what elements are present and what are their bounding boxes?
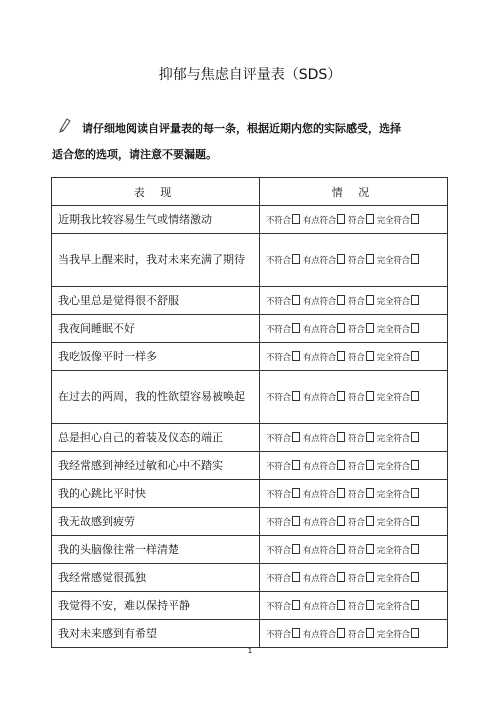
option-label: 有点符合	[302, 629, 337, 640]
table-row	[52, 564, 448, 592]
page-number: 1	[247, 647, 253, 655]
table-row	[52, 508, 448, 536]
instructions	[52, 116, 452, 168]
option-checkbox[interactable]	[337, 254, 345, 264]
item-text: 我经常感觉很孤独	[52, 564, 260, 592]
option-label: 有点符合	[302, 573, 337, 584]
item-text: 我觉得不安，难以保持平静	[52, 592, 260, 620]
option-checkbox[interactable]	[366, 488, 374, 498]
option-checkbox[interactable]	[366, 600, 374, 610]
option-label: 有点符合	[302, 215, 337, 226]
option-label: 符合	[348, 296, 365, 307]
option-label: 不符合	[266, 324, 291, 335]
option-checkbox[interactable]	[411, 516, 419, 526]
option-label: 不符合	[266, 545, 291, 556]
option-label: 不符合	[266, 489, 291, 500]
option-label: 不符合	[266, 433, 291, 444]
answer-options	[260, 424, 448, 452]
item-text: 当我早上醒来时，我对未来充满了期待	[52, 234, 260, 287]
item-text: 近期我比较容易生气或情绪激动	[52, 206, 260, 234]
option-label: 符合	[348, 215, 365, 226]
option-checkbox[interactable]	[292, 460, 300, 470]
option-checkbox[interactable]	[292, 391, 300, 401]
header-situation: 情 况	[260, 178, 448, 206]
answer-options	[260, 564, 448, 592]
option-label: 符合	[348, 517, 365, 528]
option-checkbox[interactable]	[292, 254, 300, 264]
option-checkbox[interactable]	[411, 544, 419, 554]
table-row	[52, 206, 448, 234]
option-label: 完全符合	[376, 324, 410, 335]
option-checkbox[interactable]	[292, 295, 300, 305]
option-checkbox[interactable]	[292, 544, 300, 554]
option-label: 有点符合	[302, 489, 337, 500]
answer-options	[260, 287, 448, 315]
table-row	[52, 343, 448, 371]
option-label: 有点符合	[302, 296, 337, 307]
option-checkbox[interactable]	[366, 351, 374, 361]
option-checkbox[interactable]	[337, 391, 345, 401]
option-checkbox[interactable]	[411, 295, 419, 305]
option-label: 符合	[348, 489, 365, 500]
table-row	[52, 287, 448, 315]
option-label: 符合	[348, 573, 365, 584]
table-row	[52, 371, 448, 424]
option-checkbox[interactable]	[337, 488, 345, 498]
option-checkbox[interactable]	[411, 254, 419, 264]
option-label: 有点符合	[302, 517, 337, 528]
table-row	[52, 536, 448, 564]
option-label: 符合	[348, 545, 365, 556]
option-checkbox[interactable]	[337, 214, 345, 224]
item-text: 我吃饭像平时一样多	[52, 343, 260, 371]
item-text: 我的心跳比平时快	[52, 480, 260, 508]
page-title: 抑郁与焦虑自评量表（SDS）	[158, 67, 342, 83]
answer-options	[260, 371, 448, 424]
option-label: 完全符合	[376, 545, 410, 556]
option-checkbox[interactable]	[366, 432, 374, 442]
answer-options	[260, 620, 448, 648]
option-checkbox[interactable]	[411, 572, 419, 582]
option-checkbox[interactable]	[337, 544, 345, 554]
option-checkbox[interactable]	[411, 351, 419, 361]
option-checkbox[interactable]	[292, 628, 300, 638]
answer-options	[260, 343, 448, 371]
option-label: 完全符合	[376, 517, 410, 528]
option-label: 符合	[348, 601, 365, 612]
table-row	[52, 315, 448, 343]
option-checkbox[interactable]	[411, 460, 419, 470]
option-label: 完全符合	[376, 393, 410, 403]
option-checkbox[interactable]	[366, 460, 374, 470]
option-checkbox[interactable]	[337, 351, 345, 361]
table-row	[52, 620, 448, 648]
option-checkbox[interactable]	[292, 488, 300, 498]
option-label: 有点符合	[302, 393, 337, 403]
item-text: 我心里总是觉得很不舒服	[52, 287, 260, 315]
table-row	[52, 234, 448, 287]
option-label: 符合	[348, 629, 365, 640]
option-label: 完全符合	[376, 573, 410, 584]
option-checkbox[interactable]	[411, 323, 419, 333]
option-label: 完全符合	[376, 489, 410, 500]
option-label: 有点符合	[302, 545, 337, 556]
option-label: 不符合	[266, 601, 291, 612]
option-checkbox[interactable]	[366, 391, 374, 401]
option-label: 有点符合	[302, 433, 337, 444]
option-label: 符合	[348, 393, 365, 403]
option-label: 完全符合	[376, 461, 410, 472]
instruction-line-1: 请仔细地阅读自评量表的每一条，根据近期内您的实际感受，选择	[82, 122, 401, 135]
answer-options	[260, 508, 448, 536]
option-checkbox[interactable]	[337, 295, 345, 305]
option-checkbox[interactable]	[366, 544, 374, 554]
option-checkbox[interactable]	[411, 488, 419, 498]
item-text: 我夜间睡眠不好	[52, 315, 260, 343]
option-label: 有点符合	[302, 601, 337, 612]
option-checkbox[interactable]	[411, 628, 419, 638]
option-checkbox[interactable]	[292, 572, 300, 582]
option-checkbox[interactable]	[337, 600, 345, 610]
option-label: 完全符合	[376, 352, 410, 363]
option-checkbox[interactable]	[366, 254, 374, 264]
option-checkbox[interactable]	[292, 323, 300, 333]
option-checkbox[interactable]	[337, 516, 345, 526]
option-checkbox[interactable]	[366, 323, 374, 333]
option-label: 符合	[348, 324, 365, 335]
option-label: 不符合	[266, 629, 291, 640]
option-checkbox[interactable]	[292, 516, 300, 526]
option-label: 有点符合	[302, 352, 337, 363]
option-label: 不符合	[266, 215, 291, 226]
item-text: 我的头脑像往常一样清楚	[52, 536, 260, 564]
table-row	[52, 480, 448, 508]
option-checkbox[interactable]	[337, 572, 345, 582]
option-label: 完全符合	[376, 629, 410, 640]
table-body	[52, 206, 448, 648]
item-text: 我无故感到疲劳	[52, 508, 260, 536]
option-label: 不符合	[266, 352, 291, 363]
option-label: 完全符合	[376, 296, 410, 307]
option-label: 不符合	[266, 296, 291, 307]
option-label: 符合	[348, 433, 365, 444]
answer-options	[260, 480, 448, 508]
option-checkbox[interactable]	[337, 432, 345, 442]
option-label: 不符合	[266, 256, 291, 266]
option-label: 完全符合	[376, 215, 410, 226]
option-label: 不符合	[266, 461, 291, 472]
option-checkbox[interactable]	[366, 295, 374, 305]
option-checkbox[interactable]	[292, 214, 300, 224]
table-row	[52, 424, 448, 452]
option-label: 符合	[348, 256, 365, 266]
option-checkbox[interactable]	[292, 432, 300, 442]
answer-options	[260, 536, 448, 564]
answer-options	[260, 452, 448, 480]
option-label: 完全符合	[376, 601, 410, 612]
option-checkbox[interactable]	[292, 351, 300, 361]
option-checkbox[interactable]	[366, 572, 374, 582]
item-text: 我经常感到神经过敏和心中不踏实	[52, 452, 260, 480]
item-text: 我对未来感到有希望	[52, 620, 260, 648]
option-label: 完全符合	[376, 256, 410, 266]
table-header-row	[52, 178, 448, 206]
questionnaire-table	[51, 177, 448, 648]
option-label: 有点符合	[302, 256, 337, 266]
option-checkbox[interactable]	[337, 323, 345, 333]
option-label: 不符合	[266, 393, 291, 403]
instruction-line-2: 适合您的选项，请注意不要漏题。	[52, 148, 217, 161]
option-label: 符合	[348, 352, 365, 363]
option-checkbox[interactable]	[411, 391, 419, 401]
item-text: 总是担心自己的着装及仪态的端正	[52, 424, 260, 452]
option-label: 有点符合	[302, 324, 337, 335]
answer-options	[260, 592, 448, 620]
option-label: 不符合	[266, 573, 291, 584]
table-row	[52, 452, 448, 480]
option-checkbox[interactable]	[411, 214, 419, 224]
answer-options	[260, 206, 448, 234]
option-checkbox[interactable]	[366, 628, 374, 638]
option-checkbox[interactable]	[337, 628, 345, 638]
option-checkbox[interactable]	[366, 516, 374, 526]
table-row	[52, 592, 448, 620]
option-checkbox[interactable]	[292, 600, 300, 610]
option-label: 有点符合	[302, 461, 337, 472]
option-checkbox[interactable]	[366, 214, 374, 224]
option-label: 符合	[348, 461, 365, 472]
answer-options	[260, 234, 448, 287]
answer-options	[260, 315, 448, 343]
option-checkbox[interactable]	[411, 600, 419, 610]
option-checkbox[interactable]	[411, 432, 419, 442]
option-label: 不符合	[266, 517, 291, 528]
item-text: 在过去的两周，我的性欲望容易被唤起	[52, 371, 260, 424]
option-label: 完全符合	[376, 433, 410, 444]
header-performance: 表 现	[52, 178, 260, 206]
option-checkbox[interactable]	[337, 460, 345, 470]
